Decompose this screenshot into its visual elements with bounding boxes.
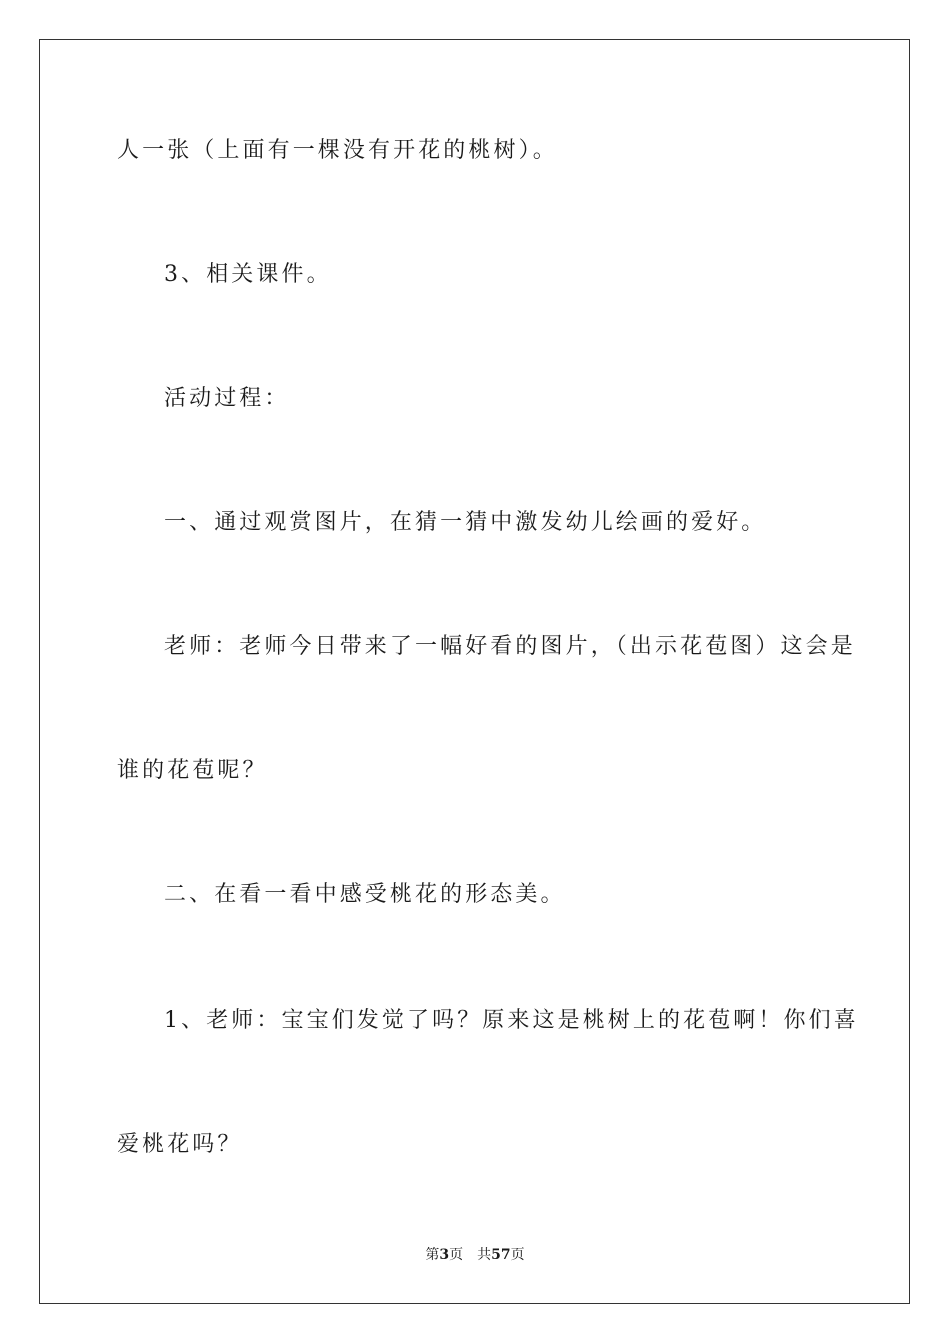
text-line-9: 爱桃花吗？ xyxy=(117,1132,243,1157)
page-number: 3 xyxy=(439,1247,450,1263)
page-suffix: 页 xyxy=(449,1247,464,1263)
text-line-7: 二、在看一看中感受桃花的形态美。 xyxy=(164,882,566,907)
page-border xyxy=(39,39,910,1304)
text-line-1: 人一张（上面有一棵没有开花的桃树）。 xyxy=(117,138,558,163)
total-prefix: 共 xyxy=(477,1247,492,1263)
total-suffix: 页 xyxy=(510,1247,525,1263)
text-line-8: 1、老师：宝宝们发觉了吗？原来这是桃树上的花苞啊！你们喜 xyxy=(164,1008,859,1033)
total-pages: 57 xyxy=(491,1247,511,1263)
page-prefix: 第 xyxy=(425,1247,440,1263)
text-line-6: 谁的花苞呢？ xyxy=(117,758,268,783)
text-line-2: 3、相关课件。 xyxy=(164,262,332,287)
text-line-5: 老师：老师今日带来了一幅好看的图片，（出示花苞图）这会是 xyxy=(164,634,856,659)
text-line-4: 一、通过观赏图片，在猜一猜中激发幼儿绘画的爱好。 xyxy=(164,510,767,535)
text-line-3: 活动过程： xyxy=(164,386,290,411)
page-footer xyxy=(0,1245,950,1265)
